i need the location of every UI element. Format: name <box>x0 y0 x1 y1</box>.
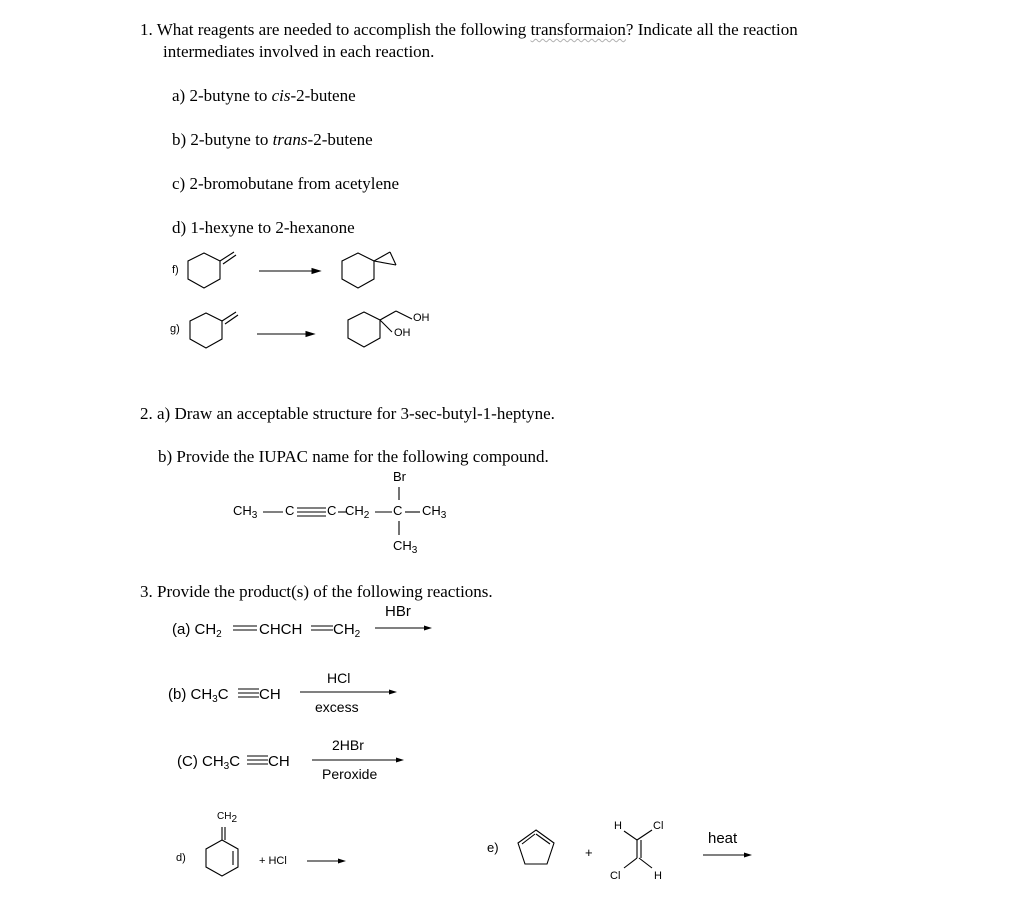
q3b-sub: 3 <box>212 694 218 705</box>
q3e-label: e) <box>487 840 499 855</box>
q3d-ch2-text: CH <box>217 811 232 822</box>
q3e-cl-top: Cl <box>653 820 664 832</box>
q3d-label: d) <box>176 852 186 864</box>
q3c-reagent-bottom: Peroxide <box>322 766 378 782</box>
q1-number: 1. <box>140 20 153 39</box>
q3a-sub: 2 <box>216 629 222 640</box>
q3c-reagent-top: 2HBr <box>332 737 364 753</box>
q1-item-d-label: d) 1-hexyne to 2-hexanone <box>172 218 355 237</box>
q3e-plus: + <box>585 845 593 860</box>
q1-f-label: f) <box>172 264 179 276</box>
g-oh-bottom: OH <box>394 327 411 339</box>
q1-item-b-rest: -2-butene <box>307 130 373 149</box>
q2-ch2-sub: 2 <box>363 510 370 521</box>
q1-item-b-label: b) 2-butyne to <box>172 130 273 149</box>
q3b-reagent-bottom: excess <box>315 699 359 715</box>
q1-item-b-em: trans <box>272 130 308 149</box>
q1-line2: intermediates involved in each reaction. <box>163 42 435 61</box>
q2-a: 2. a) Draw an acceptable structure for 3-sec-butyl-1-heptyne. <box>140 404 555 423</box>
q2-c-center: C <box>393 503 403 518</box>
q1-item-a-label: a) 2-butyne to <box>172 86 272 105</box>
q3c-mid: C <box>229 753 241 770</box>
dichloroethene-e <box>624 830 652 868</box>
q1-text-a: What reagents are needed to accomplish the following <box>156 20 531 39</box>
q2-ch3-bottom-text: CH <box>393 538 412 553</box>
methylenecyclohexene-d <box>206 827 238 876</box>
q3b-label-text: (b) CH <box>168 686 213 703</box>
q3d-plus-hcl: + HCl <box>259 855 287 867</box>
q3b-mid: C <box>217 686 229 703</box>
q1-item-c-label: c) 2-bromobutane from acetylene <box>172 174 400 193</box>
q3d-ch2 <box>217 811 238 825</box>
q3a-end-sub: 2 <box>354 629 361 640</box>
q3a-label-text: (a) CH <box>172 621 217 638</box>
q3e-reagent-heat: heat <box>708 830 738 847</box>
q3e-h-top: H <box>614 820 622 832</box>
g-oh-top: OH <box>413 312 430 324</box>
q1-g-label: g) <box>170 323 180 335</box>
q3c-label-text: (C) CH <box>177 753 224 770</box>
q3e-cl-bottom: Cl <box>610 870 621 882</box>
q2-br: Br <box>393 469 406 484</box>
q2-c2: C <box>327 503 337 518</box>
q2-ch3-left-text: CH <box>233 503 252 518</box>
q3c-sub: 3 <box>223 761 230 772</box>
q3a-mid: CHCH <box>259 621 303 638</box>
q2-b: b) Provide the IUPAC name for the following compound. <box>158 447 549 466</box>
q2-ch3-bottom-sub: 3 <box>411 545 418 556</box>
q1-misspelled-word: transformaion <box>530 20 626 39</box>
q1-item-a-em: cis <box>271 86 291 105</box>
q3d-ch2-sub: 2 <box>231 814 238 825</box>
q2-ch3-right-text: CH <box>422 503 441 518</box>
q3a-reagent: HBr <box>385 603 411 620</box>
q3a-end-text: CH <box>333 621 355 638</box>
q3-title: 3. Provide the product(s) of the following reactions. <box>140 582 493 601</box>
q3b-reagent-top: HCl <box>327 670 351 686</box>
q3e-h-bottom: H <box>654 870 662 882</box>
q3b-end: CH <box>259 686 281 703</box>
q2-ch3-left-sub: 3 <box>251 510 258 521</box>
q1-item-a-rest: -2-butene <box>290 86 356 105</box>
q2-ch3-right-sub: 3 <box>440 510 447 521</box>
q3c-end: CH <box>268 753 290 770</box>
q2-ch2-text: CH <box>345 503 364 518</box>
q2-c1: C <box>285 503 295 518</box>
q1-text-b: ? Indicate all the reaction <box>625 20 798 39</box>
cyclopentadiene-e <box>518 830 554 864</box>
